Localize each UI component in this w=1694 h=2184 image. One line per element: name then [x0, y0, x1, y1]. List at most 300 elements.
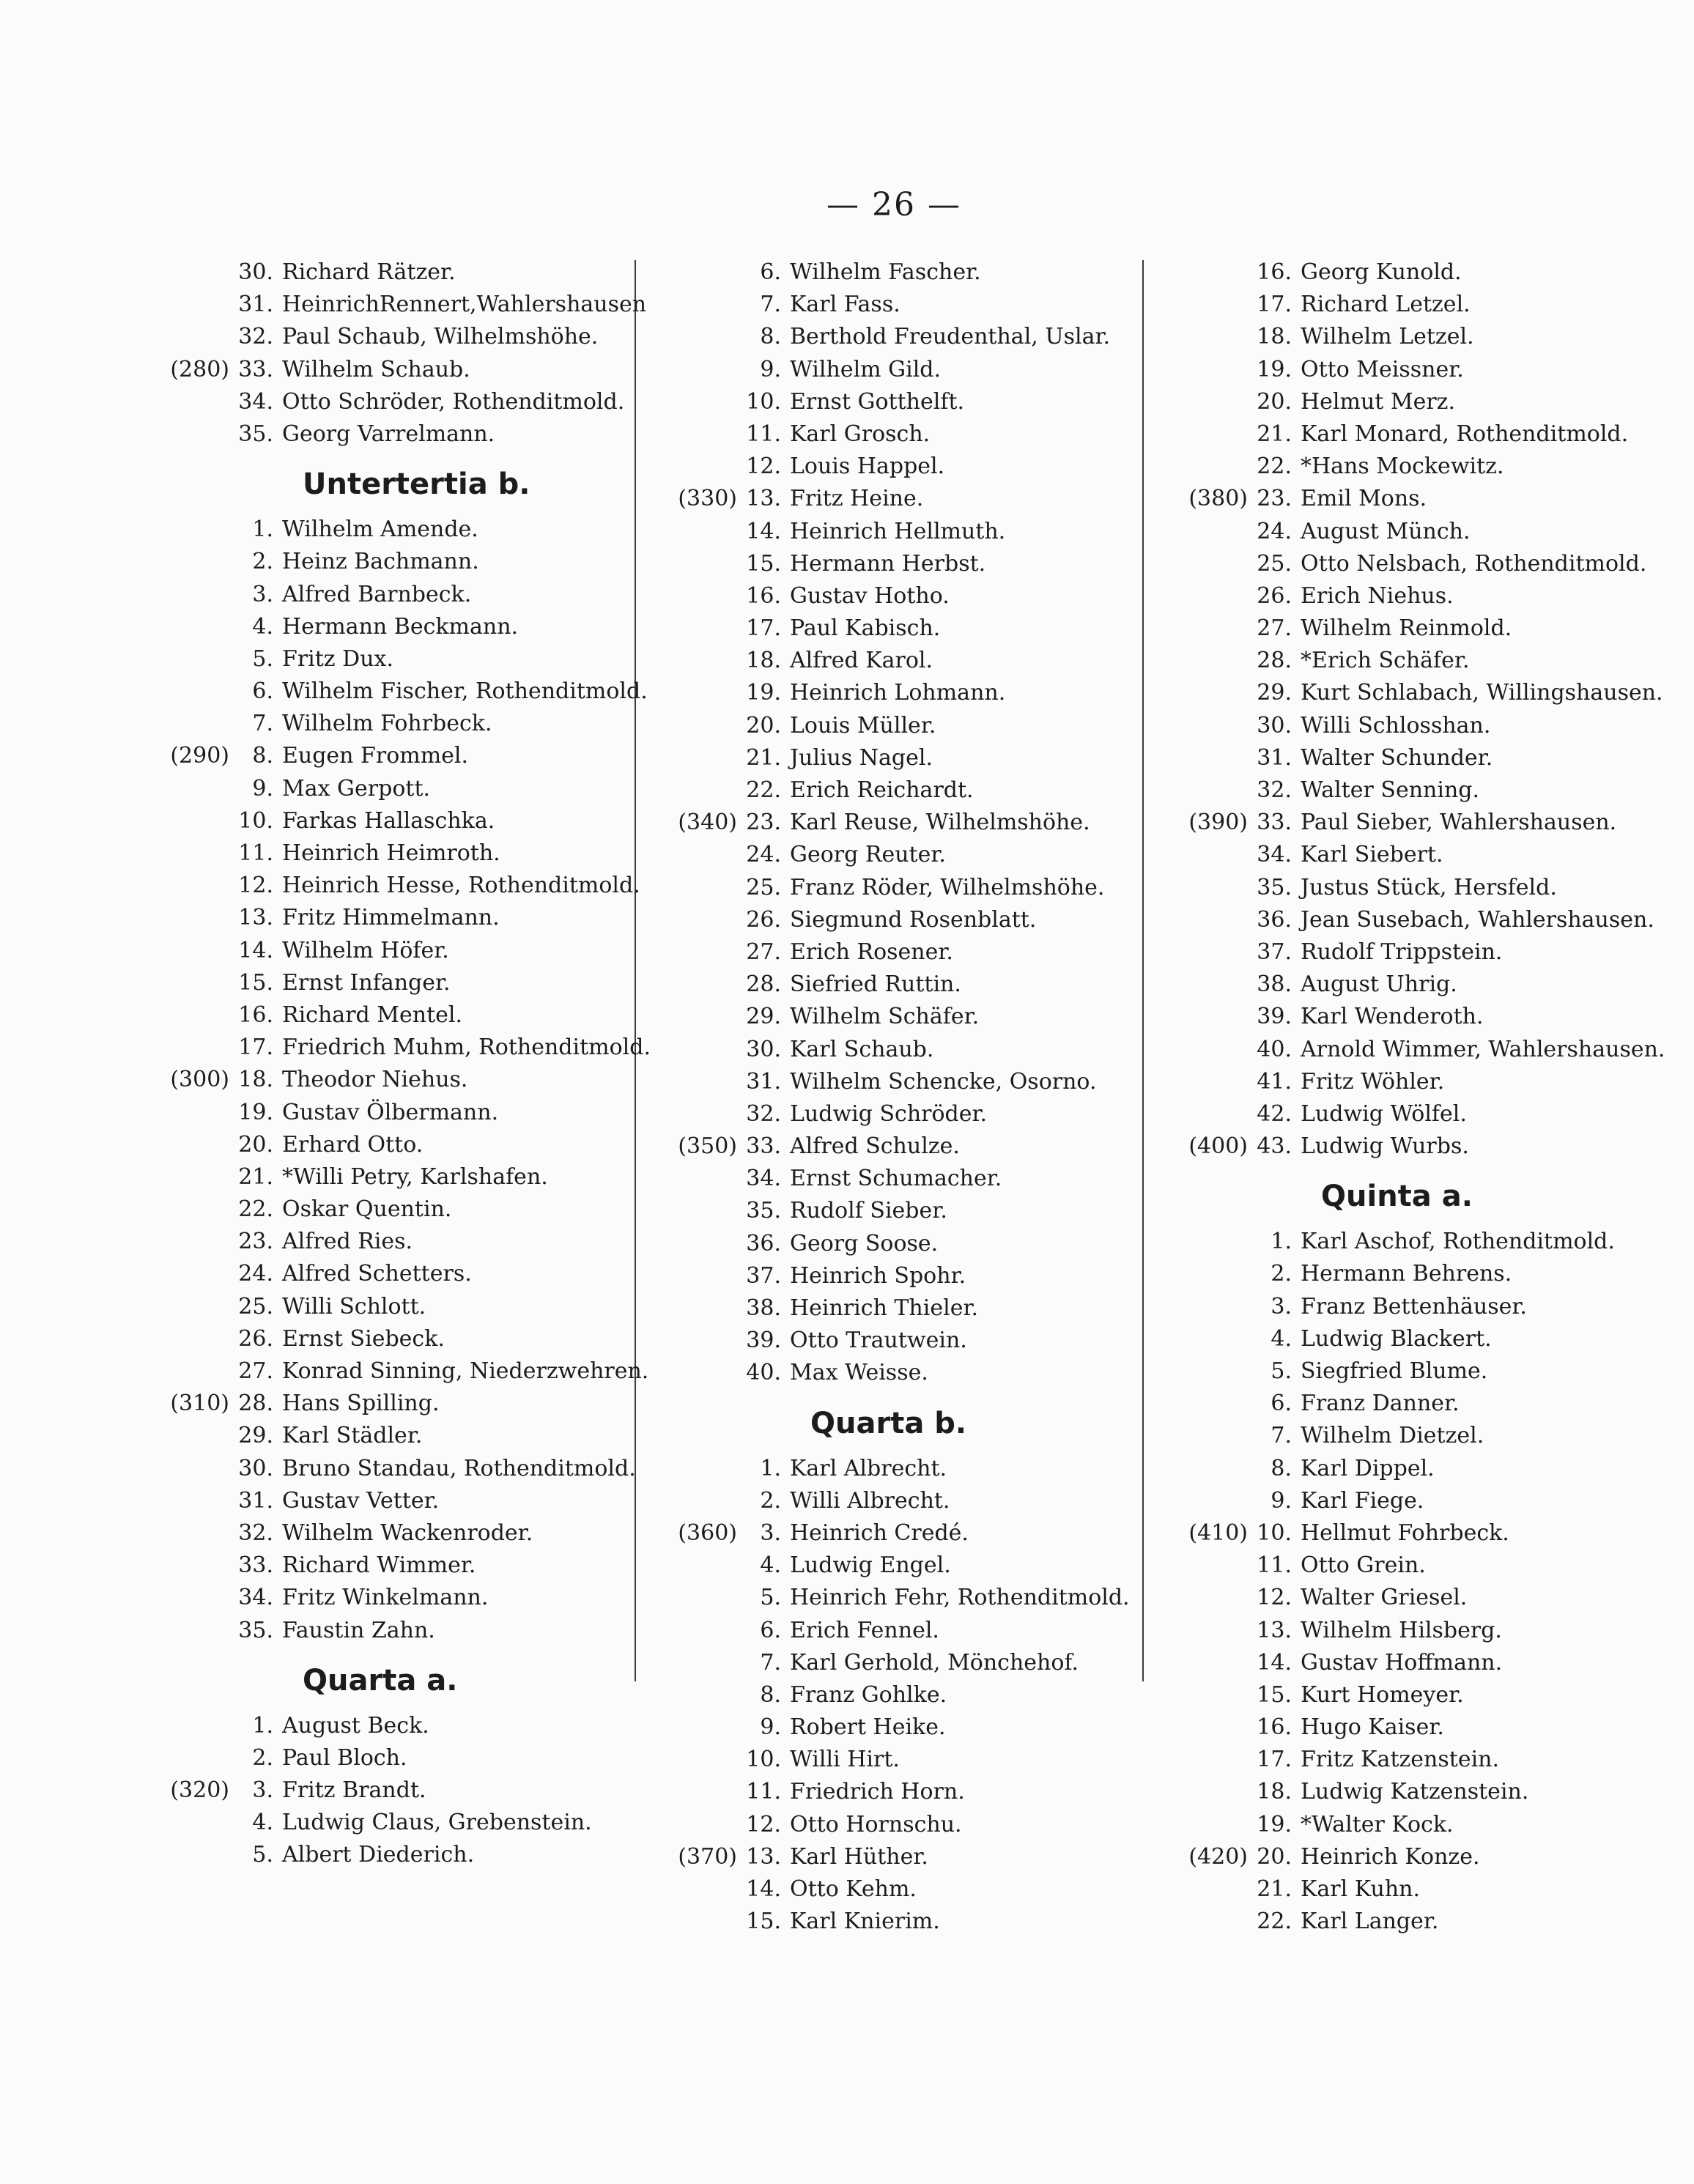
entry-number: 10.: [746, 388, 781, 415]
entry-number: 35.: [1257, 874, 1292, 900]
running-count: (330): [678, 486, 737, 512]
entry-number: 31.: [1257, 744, 1292, 771]
entry-number: 23.: [746, 810, 781, 836]
student-name: Karl Langer.: [1301, 1909, 1439, 1935]
student-name: Richard Letzel.: [1301, 292, 1471, 318]
student-name: Karl Reuse, Wilhelmshöhe.: [790, 810, 1090, 836]
student-entry: [136, 1774, 641, 1807]
student-entry: [136, 870, 641, 902]
entry-number: 10.: [238, 807, 273, 834]
entry-number: 12.: [746, 454, 781, 480]
entry-number: 13.: [746, 486, 781, 512]
student-entry: [643, 774, 1149, 807]
student-entry: [136, 1064, 641, 1096]
running-count: (320): [170, 1777, 229, 1804]
entry-number: 13.: [238, 905, 273, 931]
student-entry: [643, 1485, 1149, 1517]
student-name: Ludwig Schröder.: [790, 1100, 988, 1127]
running-count: (340): [678, 810, 737, 836]
entry-number: 12.: [746, 1811, 781, 1837]
entry-number: 19.: [1257, 356, 1292, 382]
student-entry: [643, 1163, 1149, 1195]
entry-number: 4.: [760, 1552, 781, 1579]
student-name: Wilhelm Schaub.: [282, 356, 470, 382]
student-name: Wilhelm Schäfer.: [790, 1004, 980, 1030]
student-entry: [1154, 256, 1660, 289]
student-name: Justus Stück, Hersfeld.: [1301, 874, 1557, 900]
student-name: Ludwig Engel.: [790, 1552, 951, 1579]
student-name: Otto Trautwein.: [790, 1328, 967, 1354]
student-name: Franz Danner.: [1301, 1391, 1460, 1417]
student-entry: [1154, 354, 1660, 386]
entry-number: 15.: [238, 969, 273, 996]
entry-number: 1.: [252, 1712, 273, 1739]
student-name: Hermann Beckmann.: [282, 613, 519, 640]
class-heading: Untertertia b.: [303, 467, 530, 502]
student-name: Fritz Wöhler.: [1301, 1068, 1445, 1095]
student-entry: [136, 1615, 641, 1647]
student-name: Wilhelm Hilsberg.: [1301, 1617, 1502, 1643]
student-entry: [136, 1420, 641, 1452]
entry-number: 20.: [1257, 388, 1292, 415]
entry-number: 34.: [746, 1166, 781, 1192]
student-name: Konrad Sinning, Niederzwehren.: [282, 1358, 649, 1384]
entry-number: 3.: [1270, 1293, 1292, 1319]
student-entry: [136, 935, 641, 967]
student-entry: [1154, 548, 1660, 580]
student-entry: [1154, 516, 1660, 548]
entry-number: 30.: [238, 1455, 273, 1481]
entry-number: 23.: [1257, 486, 1292, 512]
student-name: *Walter Kock.: [1301, 1811, 1454, 1837]
entry-number: 18.: [746, 648, 781, 674]
student-name: Heinrich Hesse, Rothenditmold.: [282, 873, 640, 899]
entry-number: 25.: [746, 874, 781, 900]
entry-number: 36.: [1257, 906, 1292, 933]
entry-number: 26.: [746, 906, 781, 933]
student-name: Siegfried Blume.: [1301, 1358, 1488, 1384]
student-entry: [643, 904, 1149, 936]
student-name: Wilhelm Fischer, Rothenditmold.: [282, 678, 648, 705]
entry-number: 4.: [252, 1810, 273, 1836]
entry-number: 40.: [1257, 1036, 1292, 1062]
student-name: Siefried Ruttin.: [790, 971, 961, 998]
student-entry: [1154, 1323, 1660, 1355]
entry-number: 5.: [252, 645, 273, 672]
student-name: Hans Spilling.: [282, 1391, 440, 1417]
student-name: Otto Grein.: [1301, 1552, 1426, 1579]
student-entry: [136, 289, 647, 321]
student-entry: [1154, 321, 1660, 353]
student-name: Gustav Ölbermann.: [282, 1099, 499, 1125]
student-name: Fritz Winkelmann.: [282, 1585, 489, 1611]
entry-number: 15.: [1257, 1681, 1292, 1708]
student-entry: [136, 546, 641, 578]
student-name: Erich Rosener.: [790, 939, 953, 965]
running-count: (310): [170, 1391, 229, 1417]
entry-number: 25.: [1257, 550, 1292, 577]
entry-number: 13.: [1257, 1617, 1292, 1643]
entry-number: 24.: [238, 1261, 273, 1287]
entry-number: 39.: [1257, 1004, 1292, 1030]
student-name: Ernst Siebeck.: [282, 1325, 445, 1352]
student-entry: [1154, 1744, 1660, 1776]
student-name: Paul Sieber, Wahlershausen.: [1301, 810, 1617, 836]
entry-number: 7.: [252, 711, 273, 737]
entry-number: 21.: [1257, 1876, 1292, 1902]
student-name: Hermann Herbst.: [790, 550, 986, 577]
student-name: Fritz Brandt.: [282, 1777, 426, 1804]
student-name: Otto Schröder, Rothenditmold.: [282, 388, 625, 415]
student-entry: [136, 1258, 641, 1290]
entry-number: 14.: [746, 1876, 781, 1902]
entry-number: 31.: [746, 1068, 781, 1095]
entry-number: 26.: [1257, 582, 1292, 609]
student-entry: [1154, 1776, 1660, 1808]
student-entry: [643, 1130, 1149, 1163]
student-entry: [136, 708, 641, 740]
student-entry: [643, 872, 1149, 904]
student-entry: [1154, 1679, 1660, 1711]
student-name: Friedrich Muhm, Rothenditmold.: [282, 1034, 651, 1061]
student-entry: [136, 740, 641, 772]
student-entry: [643, 483, 1149, 515]
class-heading: Quinta a.: [1321, 1180, 1473, 1214]
student-entry: [1154, 1388, 1660, 1420]
entry-number: 35.: [746, 1198, 781, 1224]
student-entry: [136, 418, 641, 451]
entry-number: 7.: [760, 292, 781, 318]
student-entry: [1154, 1906, 1660, 1938]
student-entry: [643, 1744, 1149, 1776]
student-entry: [136, 1032, 651, 1064]
student-entry: [643, 386, 1149, 418]
student-entry: [1154, 418, 1660, 451]
student-name: Karl Grosch.: [790, 421, 931, 447]
column-middle: [643, 256, 1149, 1938]
entry-number: 12.: [1257, 1585, 1292, 1611]
student-entry: [1154, 969, 1660, 1001]
entry-number: 3.: [252, 581, 273, 607]
entry-number: 5.: [1270, 1358, 1292, 1384]
entry-number: 31.: [238, 292, 273, 318]
entry-number: 7.: [1270, 1423, 1292, 1449]
column-right: [1154, 256, 1665, 1938]
student-name: Karl Siebert.: [1301, 842, 1443, 868]
entry-number: 8.: [1270, 1455, 1292, 1481]
student-entry: [1154, 1485, 1660, 1517]
student-entry: [136, 256, 641, 289]
student-entry: [136, 1129, 641, 1161]
student-name: Karl Dippel.: [1301, 1455, 1435, 1481]
student-name: Ludwig Katzenstein.: [1301, 1779, 1529, 1805]
student-entry: [643, 418, 1149, 451]
student-entry: [136, 1839, 641, 1871]
student-entry: [1154, 612, 1660, 645]
entry-number: 13.: [746, 1843, 781, 1870]
student-entry: [1154, 936, 1660, 969]
student-entry: [1154, 807, 1660, 839]
entry-number: 5.: [252, 1842, 273, 1868]
student-entry: [1154, 1226, 1660, 1258]
entry-number: 23.: [238, 1229, 273, 1255]
student-name: Gustav Vetter.: [282, 1487, 440, 1514]
student-name: Otto Meissner.: [1301, 356, 1464, 382]
entry-number: 11.: [238, 840, 273, 866]
student-entry: [1154, 904, 1660, 936]
student-entry: [643, 1260, 1149, 1292]
student-name: Faustin Zahn.: [282, 1617, 435, 1643]
entry-number: 20.: [746, 712, 781, 739]
entry-number: 34.: [238, 1585, 273, 1611]
entry-number: 1.: [760, 1455, 781, 1481]
student-name: Willi Hirt.: [790, 1747, 900, 1773]
student-name: Wilhelm Reinmold.: [1301, 615, 1512, 642]
entry-number: 30.: [1257, 712, 1292, 739]
entry-number: 35.: [238, 421, 273, 447]
entry-number: 36.: [746, 1230, 781, 1256]
student-entry: [136, 1161, 641, 1193]
entry-number: 9.: [760, 1714, 781, 1741]
student-entry: [643, 1357, 1149, 1389]
running-count: (380): [1188, 486, 1248, 512]
entry-number: 33.: [238, 1552, 273, 1579]
student-entry: [136, 1517, 641, 1550]
student-name: Heinrich Credé.: [790, 1519, 969, 1546]
entry-number: 19.: [238, 1099, 273, 1125]
student-entry: [1154, 1647, 1660, 1679]
student-entry: [643, 742, 1149, 774]
entry-number: 7.: [760, 1649, 781, 1676]
entry-number: 6.: [760, 259, 781, 285]
student-entry: [1154, 289, 1660, 321]
student-name: August Uhrig.: [1301, 971, 1457, 998]
student-name: Otto Kehm.: [790, 1876, 917, 1902]
entry-number: 43.: [1257, 1133, 1292, 1160]
entry-number: 8.: [252, 743, 273, 769]
running-count: (420): [1188, 1843, 1248, 1870]
student-entry: [643, 1292, 1149, 1325]
student-entry: [643, 1582, 1149, 1614]
entry-number: 33.: [1257, 810, 1292, 836]
student-name: Willi Albrecht.: [790, 1487, 950, 1514]
student-name: Friedrich Horn.: [790, 1779, 965, 1805]
student-name: Fritz Himmelmann.: [282, 905, 500, 931]
student-entry: [136, 837, 641, 870]
entry-number: 2.: [1270, 1261, 1292, 1287]
entry-number: 29.: [746, 1004, 781, 1030]
student-name: Ludwig Wurbs.: [1301, 1133, 1469, 1160]
entry-number: 22.: [1257, 454, 1292, 480]
student-entry: [1154, 1291, 1660, 1323]
running-count: (300): [170, 1067, 229, 1093]
entry-number: 29.: [1257, 680, 1292, 706]
student-entry: [1154, 872, 1660, 904]
student-entry: [1154, 1420, 1660, 1452]
student-name: Heinrich Lohmann.: [790, 680, 1006, 706]
student-name: Alfred Karol.: [790, 648, 933, 674]
student-name: Wilhelm Fascher.: [790, 259, 981, 285]
entry-number: 10.: [1257, 1519, 1292, 1546]
entry-number: 30.: [746, 1036, 781, 1062]
student-name: Karl Kuhn.: [1301, 1876, 1421, 1902]
running-count: (410): [1188, 1519, 1248, 1546]
student-name: Karl Fiege.: [1301, 1487, 1424, 1514]
student-entry: [1154, 742, 1660, 774]
running-count: (370): [678, 1843, 737, 1870]
student-name: Fritz Heine.: [790, 486, 924, 512]
student-name: Robert Heike.: [790, 1714, 946, 1741]
student-name: Ludwig Blackert.: [1301, 1325, 1492, 1352]
entry-number: 39.: [746, 1328, 781, 1354]
student-entry: [1154, 1453, 1660, 1485]
student-name: Paul Bloch.: [282, 1744, 407, 1771]
entry-number: 22.: [238, 1196, 273, 1223]
student-entry: [643, 1098, 1149, 1130]
entry-number: 2.: [760, 1487, 781, 1514]
entry-number: 6.: [1270, 1391, 1292, 1417]
entry-number: 17.: [1257, 292, 1292, 318]
entry-number: 28.: [746, 971, 781, 998]
entry-number: 16.: [1257, 1714, 1292, 1741]
student-name: Karl Schaub.: [790, 1036, 934, 1062]
student-entry: [643, 612, 1149, 645]
student-entry: [1154, 677, 1663, 709]
student-entry: [136, 386, 641, 418]
student-entry: [1154, 645, 1660, 677]
entry-number: 20.: [1257, 1843, 1292, 1870]
entry-number: 16.: [238, 1002, 273, 1028]
entry-number: 16.: [1257, 259, 1292, 285]
entry-number: 28.: [238, 1391, 273, 1417]
student-name: Max Gerpott.: [282, 775, 431, 802]
student-entry: [136, 579, 641, 611]
student-name: Ernst Infanger.: [282, 969, 451, 996]
entry-number: 15.: [746, 1909, 781, 1935]
entry-number: 2.: [252, 549, 273, 575]
entry-number: 24.: [1257, 518, 1292, 544]
student-entry: [643, 839, 1149, 871]
student-entry: [136, 1097, 641, 1129]
entry-number: 11.: [746, 1779, 781, 1805]
entry-number: 15.: [746, 550, 781, 577]
entry-number: 18.: [238, 1067, 273, 1093]
student-entry: [643, 580, 1149, 612]
entry-number: 32.: [746, 1100, 781, 1127]
student-entry: [136, 1388, 641, 1420]
student-name: Karl Hüther.: [790, 1843, 928, 1870]
student-entry: [1154, 386, 1660, 418]
student-entry: [136, 1355, 649, 1388]
student-entry: [643, 1550, 1149, 1582]
student-name: Max Weisse.: [790, 1360, 928, 1386]
student-name: Karl Knierim.: [790, 1909, 940, 1935]
entry-number: 34.: [1257, 842, 1292, 868]
entry-number: 9.: [252, 775, 273, 802]
student-name: Heinrich Heimroth.: [282, 840, 500, 866]
student-entry: [136, 1807, 641, 1839]
entry-number: 16.: [746, 582, 781, 609]
student-name: Ernst Schumacher.: [790, 1166, 1002, 1192]
entry-number: 8.: [760, 324, 781, 350]
running-count: (360): [678, 1519, 737, 1546]
student-name: *Willi Petry, Karlshafen.: [282, 1163, 548, 1190]
student-name: Karl Aschof, Rothenditmold.: [1301, 1229, 1615, 1255]
student-name: Helmut Merz.: [1301, 388, 1456, 415]
entry-number: 6.: [252, 678, 273, 705]
student-name: Erhard Otto.: [282, 1131, 424, 1158]
student-entry: [136, 805, 641, 837]
entry-number: 27.: [238, 1358, 273, 1384]
entry-number: 42.: [1257, 1100, 1292, 1127]
student-entry: [1154, 1517, 1660, 1550]
entry-number: 1.: [1270, 1229, 1292, 1255]
student-entry: [1154, 1615, 1660, 1647]
student-name: Hermann Behrens.: [1301, 1261, 1512, 1287]
student-name: Karl Städler.: [282, 1423, 423, 1449]
student-entry: [1154, 580, 1660, 612]
entry-number: 21.: [1257, 421, 1292, 447]
student-entry: [1154, 1873, 1660, 1906]
student-entry: [136, 1226, 641, 1258]
student-entry: [136, 1323, 641, 1355]
student-name: Willi Schlott.: [282, 1293, 426, 1319]
student-entry: [643, 1711, 1149, 1744]
student-entry: [1154, 1711, 1660, 1744]
student-entry: [136, 1550, 641, 1582]
entry-number: 19.: [1257, 1811, 1292, 1837]
student-name: Arnold Wimmer, Wahlershausen.: [1301, 1036, 1665, 1062]
student-entry: [1154, 1034, 1665, 1066]
student-name: Alfred Schulze.: [790, 1133, 960, 1160]
class-heading: Quarta a.: [303, 1663, 458, 1698]
student-name: Walter Schunder.: [1301, 744, 1493, 771]
student-name: Wilhelm Wackenroder.: [282, 1519, 533, 1546]
student-name: Wilhelm Dietzel.: [1301, 1423, 1484, 1449]
student-name: Heinrich Konze.: [1301, 1843, 1480, 1870]
entry-number: 4.: [252, 613, 273, 640]
student-entry: [1154, 1355, 1660, 1388]
student-name: Siegmund Rosenblatt.: [790, 906, 1037, 933]
student-entry: [643, 1453, 1149, 1485]
entry-number: 32.: [238, 324, 273, 350]
running-count: (290): [170, 743, 229, 769]
student-name: Otto Nelsbach, Rothenditmold.: [1301, 550, 1647, 577]
entry-number: 17.: [746, 615, 781, 642]
student-name: Alfred Ries.: [282, 1229, 413, 1255]
student-name: Fritz Katzenstein.: [1301, 1747, 1500, 1773]
student-entry: [643, 256, 1149, 289]
student-name: Kurt Homeyer.: [1301, 1681, 1464, 1708]
entry-number: 21.: [746, 744, 781, 771]
entry-number: 9.: [760, 356, 781, 382]
student-name: Kurt Schlabach, Willingshausen.: [1301, 680, 1663, 706]
entry-number: 10.: [746, 1747, 781, 1773]
student-entry: [643, 1517, 1149, 1550]
student-name: *Hans Mockewitz.: [1301, 454, 1504, 480]
entry-number: 14.: [238, 937, 273, 963]
student-entry: [643, 936, 1149, 969]
entry-number: 29.: [238, 1423, 273, 1449]
student-name: Karl Fass.: [790, 292, 900, 318]
student-name: Richard Mentel.: [282, 1002, 463, 1028]
student-entry: [643, 1647, 1149, 1679]
student-name: Heinz Bachmann.: [282, 549, 479, 575]
student-name: Heinrich Fehr, Rothenditmold.: [790, 1585, 1130, 1611]
student-name: Heinrich Hellmuth.: [790, 518, 1006, 544]
student-entry: [643, 1906, 1149, 1938]
page-number: — 26 —: [826, 186, 961, 223]
